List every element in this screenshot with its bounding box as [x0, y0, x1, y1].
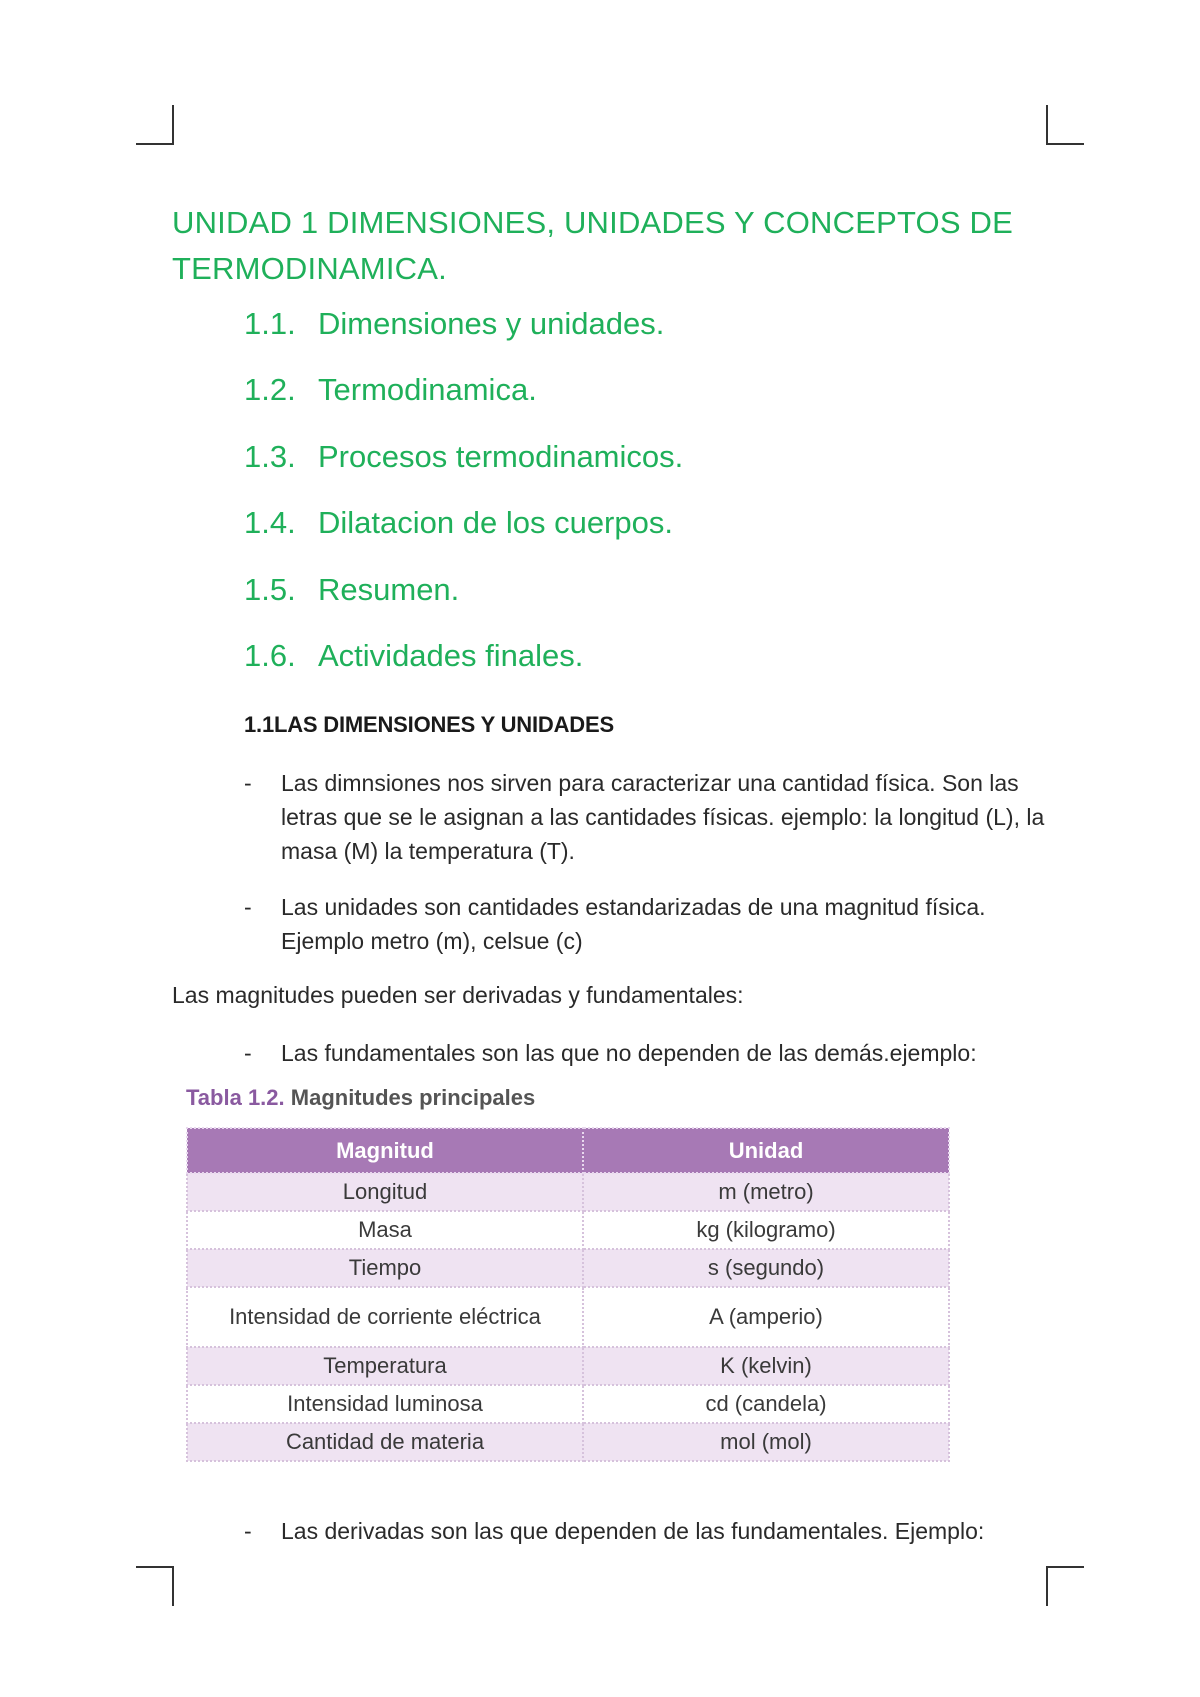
- table-cell: m (metro): [583, 1173, 949, 1211]
- toc-number: 1.4.: [244, 505, 296, 541]
- crop-mark-top-right-v: [1046, 105, 1048, 145]
- unit-title: UNIDAD 1 DIMENSIONES, UNIDADES Y CONCEPTOS DE TERMODINAMICA.: [172, 205, 1014, 286]
- table-row: [187, 1347, 949, 1385]
- crop-mark-top-left-v: [172, 105, 174, 145]
- table-caption-label: Tabla 1.2.: [186, 1085, 285, 1110]
- toc-item: [244, 638, 683, 704]
- table-header-row: [187, 1128, 949, 1173]
- toc-number: 1.5.: [244, 571, 296, 607]
- table-cell: Intensidad de corriente eléctrica: [187, 1287, 583, 1347]
- table-row: [187, 1173, 949, 1211]
- toc-item: [244, 306, 683, 372]
- table-row: [187, 1385, 949, 1423]
- toc-label: Dilatacion de los cuerpos.: [318, 505, 673, 541]
- bullet-dash: -: [244, 1040, 252, 1066]
- bullet-text: Las unidades son cantidades estandarizadas de una magnitud física. Ejemplo metro (m), celsue (c): [281, 894, 986, 954]
- toc-label: Procesos termodinamicos.: [318, 438, 684, 474]
- crop-mark-top-right-h: [1046, 143, 1084, 145]
- bullet-dash: -: [244, 894, 252, 920]
- toc-item: [244, 572, 683, 638]
- bullet-dash: -: [244, 770, 252, 796]
- table-cell: Temperatura: [187, 1347, 583, 1385]
- toc-label: Actividades finales.: [318, 637, 584, 673]
- table-header-cell: Magnitud: [187, 1128, 583, 1173]
- bullet-text: Las fundamentales son las que no dependen de las demás.ejemplo:: [281, 1040, 977, 1066]
- table-cell: Cantidad de materia: [187, 1423, 583, 1461]
- toc-item: [244, 372, 683, 438]
- bullet-dash: -: [244, 1518, 252, 1544]
- magnitudes-table: [186, 1127, 950, 1462]
- table-row: [187, 1249, 949, 1287]
- table-cell: mol (mol): [583, 1423, 949, 1461]
- bullet-unidades: [244, 890, 1044, 962]
- crop-mark-bottom-left-v: [172, 1566, 174, 1606]
- crop-mark-bottom-right-h: [1046, 1566, 1084, 1568]
- toc-label: Dimensiones y unidades.: [318, 306, 665, 341]
- table-caption: [186, 1085, 535, 1111]
- bullet-text: Las dimnsiones nos sirven para caracterizar una cantidad física. Son las letras que se le asignan a las cantidades físicas. ejemplo: la longitud (L), la masa (M) la temperatura (T).: [281, 770, 1045, 864]
- table-cell: kg (kilogramo): [583, 1211, 949, 1249]
- crop-mark-top-left-h: [136, 143, 174, 145]
- bullet-dimensiones: [244, 766, 1044, 876]
- bullet-fundamentales: [244, 1036, 1044, 1072]
- table-row: [187, 1423, 949, 1461]
- table-cell: Longitud: [187, 1173, 583, 1211]
- toc-number: 1.2.: [244, 372, 296, 408]
- table-caption-text: Magnitudes principales: [284, 1085, 536, 1110]
- table-cell: Intensidad luminosa: [187, 1385, 583, 1423]
- magnitudes-paragraph: Las magnitudes pueden ser derivadas y fundamentales:: [172, 982, 744, 1008]
- toc-item: [244, 439, 683, 505]
- table-header-cell: Unidad: [583, 1128, 949, 1173]
- crop-mark-bottom-right-v: [1046, 1566, 1048, 1606]
- toc-number: 1.6.: [244, 637, 296, 673]
- toc-label: Termodinamica.: [318, 372, 537, 408]
- toc-item: [244, 505, 683, 571]
- crop-mark-bottom-left-h: [136, 1566, 174, 1568]
- bullet-text: Las derivadas son las que dependen de las fundamentales. Ejemplo:: [281, 1518, 985, 1544]
- table-row: [187, 1287, 949, 1347]
- bullet-derivadas: [244, 1514, 1044, 1550]
- table-row: [187, 1211, 949, 1249]
- table-cell: K (kelvin): [583, 1347, 949, 1385]
- table-cell: Tiempo: [187, 1249, 583, 1287]
- table-cell: cd (candela): [583, 1385, 949, 1423]
- table-cell: Masa: [187, 1211, 583, 1249]
- section-heading: 1.1LAS DIMENSIONES Y UNIDADES: [244, 712, 614, 737]
- table-cell: A (amperio): [583, 1287, 949, 1347]
- toc-number: 1.1.: [244, 306, 296, 341]
- toc-label: Resumen.: [318, 571, 460, 607]
- toc-number: 1.3.: [244, 438, 296, 474]
- table-cell: s (segundo): [583, 1249, 949, 1287]
- table-of-contents: [244, 306, 683, 704]
